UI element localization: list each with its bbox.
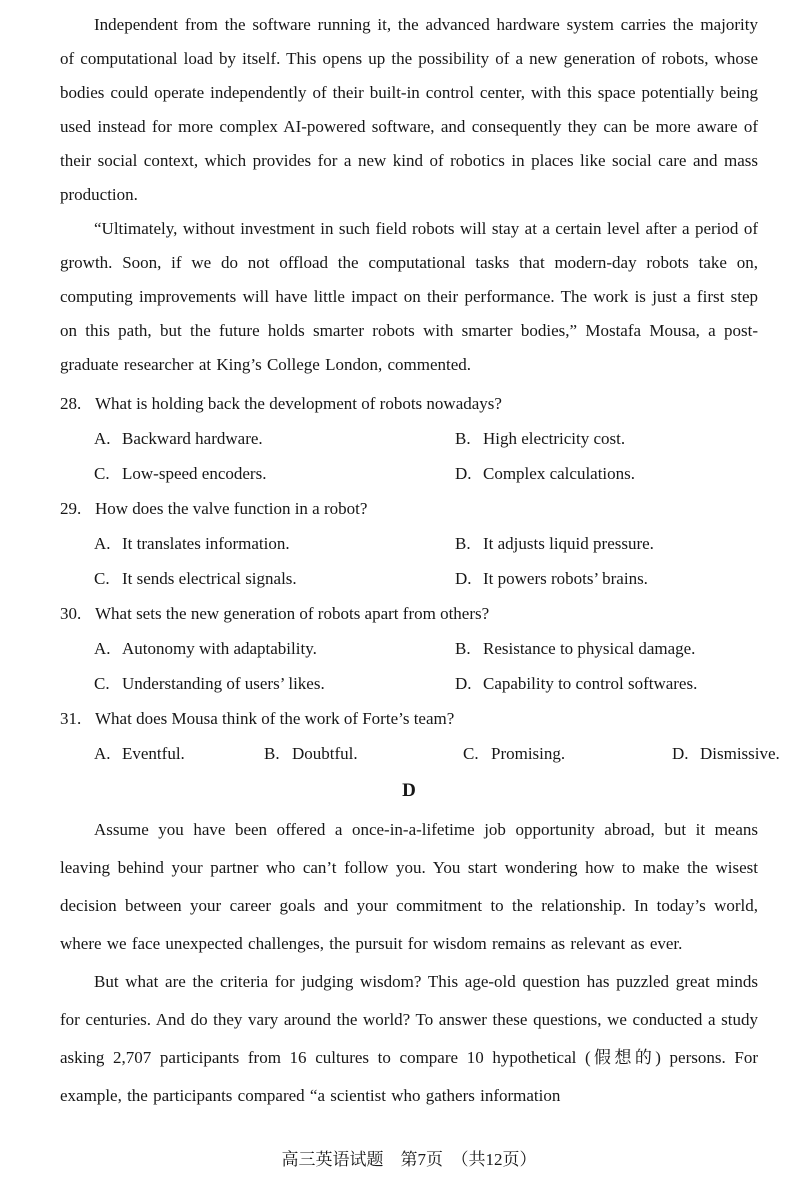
option-text: Backward hardware. (122, 429, 263, 448)
option-c (463, 736, 672, 771)
option-b (455, 631, 758, 666)
option-label: D. (672, 744, 689, 763)
option-grid (60, 736, 780, 771)
option-c (94, 456, 455, 491)
option-d (455, 666, 758, 701)
option-grid (60, 421, 758, 491)
option-text: Autonomy with adaptability. (122, 639, 317, 658)
option-label: D. (455, 674, 472, 693)
question-number: 29. (60, 499, 82, 518)
question-31 (60, 701, 780, 771)
option-text: Resistance to physical damage. (483, 639, 696, 658)
option-label: D. (455, 464, 472, 483)
question-line (60, 596, 758, 631)
option-label: B. (455, 429, 471, 448)
option-text: Promising. (491, 744, 566, 763)
option-label: A. (94, 534, 111, 553)
option-text: Doubtful. (292, 744, 358, 763)
option-text: Understanding of users’ likes. (122, 674, 325, 693)
question-line (60, 386, 758, 421)
option-b (455, 421, 758, 456)
option-d (455, 561, 758, 596)
question-text: What does Mousa think of the work of Forte’s team? (95, 709, 455, 728)
option-label: A. (94, 429, 111, 448)
option-d (672, 736, 780, 771)
option-text: Capability to control softwares. (483, 674, 698, 693)
option-d (455, 456, 758, 491)
option-text: Complex calculations. (483, 464, 636, 483)
question-number: 31. (60, 709, 82, 728)
option-label: D. (455, 569, 472, 588)
option-text: It sends electrical signals. (122, 569, 297, 588)
section-d-paragraph-1: Assume you have been offered a once-in-a-lifetime job opportunity abroad, but it means leaving behind your partner who can’t follow you. You start wondering how to make the wisest decision between your career goals and your commitment to the relationship. In today’s world, where we face unexpected challenges, the pursuit for wisdom remains as relevant as ever. (60, 820, 758, 953)
section-d-heading: D (402, 780, 416, 801)
option-text: It translates information. (122, 534, 290, 553)
question-text: How does the valve function in a robot? (95, 499, 368, 518)
option-a (94, 421, 455, 456)
question-number: 30. (60, 604, 82, 623)
page-footer: 高三英语试题 第7页 （共12页） (281, 1150, 537, 1169)
option-label: B. (264, 744, 280, 763)
option-text: It powers robots’ brains. (483, 569, 648, 588)
option-label: C. (463, 744, 479, 763)
question-28 (60, 386, 758, 491)
option-label: B. (455, 534, 471, 553)
question-number: 28. (60, 394, 82, 413)
option-grid (60, 526, 758, 596)
question-30 (60, 596, 758, 701)
option-a (94, 631, 455, 666)
question-text: What is holding back the development of robots nowadays? (95, 394, 502, 413)
question-29 (60, 491, 758, 596)
option-text: Dismissive. (700, 744, 780, 763)
option-label: C. (94, 569, 110, 588)
option-b (264, 736, 463, 771)
option-a (94, 526, 455, 561)
option-text: It adjusts liquid pressure. (483, 534, 654, 553)
option-label: C. (94, 674, 110, 693)
option-a (94, 736, 264, 771)
option-grid (60, 631, 758, 701)
option-label: A. (94, 744, 111, 763)
option-c (94, 666, 455, 701)
option-text: High electricity cost. (483, 429, 626, 448)
passage-paragraph-1: Independent from the software running it, the advanced hardware system carries the majority of computational load by itself. This opens up the possibility of a new generation of robots, whose bodies could operate independently of their built-in control center, with this space potentially being used instead for more complex AI-powered software, and consequently they can be more aware of their social context, which provides for a new kind of robotics in places like social care and mass production. (60, 15, 758, 204)
passage-paragraph-2: “Ultimately, without investment in such field robots will stay at a certain level after a period of growth. Soon, if we do not offload the computational tasks that modern-day robots take on, computing improvements will have little impact on their performance. The work is just a first step on this path, but the future holds smarter robots with smarter bodies,” Mostafa Mousa, a post-graduate researcher at King’s College London, commented. (60, 219, 758, 374)
option-label: C. (94, 464, 110, 483)
question-text: What sets the new generation of robots apart from others? (95, 604, 490, 623)
option-label: A. (94, 639, 111, 658)
option-c (94, 561, 455, 596)
option-text: Low-speed encoders. (122, 464, 267, 483)
option-text: Eventful. (122, 744, 185, 763)
option-b (455, 526, 758, 561)
option-label: B. (455, 639, 471, 658)
question-line (60, 491, 758, 526)
question-line (60, 701, 758, 736)
section-d-paragraph-2: But what are the criteria for judging wisdom? This age-old question has puzzled great minds for centuries. And do they vary around the world? To answer these questions, we conducted a study asking 2,707 participants from 16 cultures to compare 10 hypothetical (假想的) persons. For example, the participants compared “a scientist who gathers information (60, 972, 758, 1105)
question-list (60, 386, 780, 771)
